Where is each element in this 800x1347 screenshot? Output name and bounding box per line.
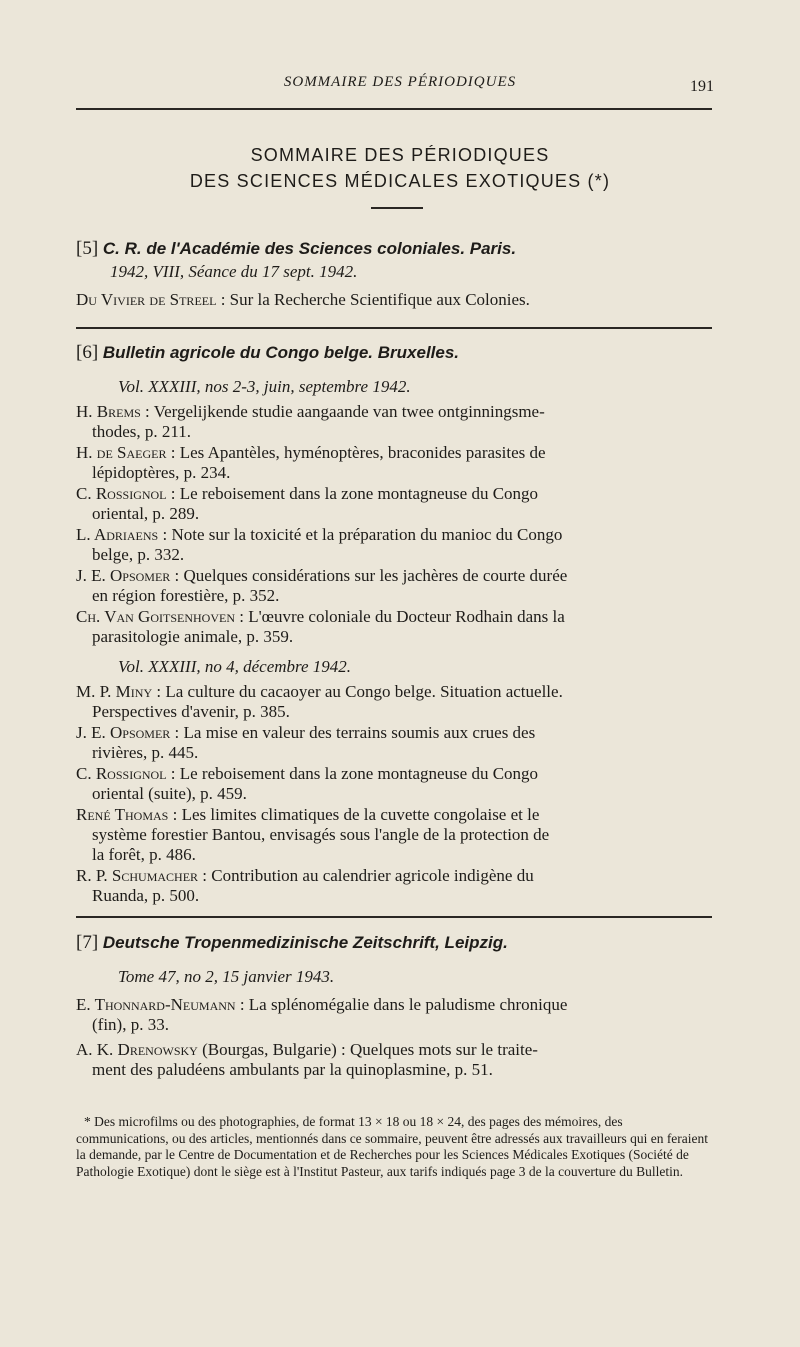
article-title-continued: système forestier Bantou, envisagés sous l'angle de la protection de: [92, 825, 550, 844]
article-title-continued: rivières, p. 445.: [92, 743, 199, 762]
article-title: : Vergelijkende studie aangaande van twee ontginningsme-: [140, 402, 545, 421]
article-title: : L'œuvre coloniale du Docteur Rodhain dans la: [235, 607, 565, 626]
article-author: René Thomas: [76, 805, 169, 824]
footnote: * Des microfilms ou des photographies, de format 13 × 18 ou 18 × 24, des pages des mémoires, des communications, ou des articles, mentionnés dans ce sommaire, peuvent être adressés aux travailleurs qui en feraient la demande, par le Centre de Documentation et de Recherches pour les Sciences Médicales Exotiques (Société de Pathologie Exotique) dont le siège est à l'Institut Pasteur, aux tarifs indiqués page 3 de la couverture du Bulletin.: [76, 1114, 709, 1179]
journal-heading-7: [76, 932, 508, 954]
article-entry: [76, 607, 712, 647]
article-entry: [76, 525, 712, 565]
section-divider: [76, 327, 712, 329]
article-author: L. Adriaens: [76, 525, 159, 544]
article-author: H. de Saeger: [76, 443, 167, 462]
volume-line: Vol. XXXIII, no 4, décembre 1942.: [118, 657, 352, 676]
article-title-continued: la forêt, p. 486.: [92, 845, 196, 864]
volume-line: 1942, VIII, Séance du 17 sept. 1942.: [110, 262, 358, 281]
article-entry: [76, 484, 712, 524]
article-entry: [76, 1040, 712, 1080]
article-title: : Le reboisement dans la zone montagneuse du Congo: [166, 764, 539, 783]
section-number: [5]: [76, 238, 99, 259]
article-author: E. Thonnard-Neumann: [76, 995, 236, 1014]
volume-line: Vol. XXXIII, nos 2-3, juin, septembre 1942.: [118, 377, 411, 396]
article-title-continued: en région forestière, p. 352.: [92, 586, 280, 605]
article-title: : Quelques considérations sur les jachères de courte durée: [170, 566, 568, 585]
article-title: : Contribution au calendrier agricole indigène du: [198, 866, 534, 885]
article-entry: [76, 805, 712, 865]
article-entry: [76, 995, 712, 1035]
article-entry: [76, 566, 712, 606]
article-title: : La culture du cacaoyer au Congo belge. Situation actuelle.: [152, 682, 563, 701]
article-author: R. P. Schumacher: [76, 866, 199, 885]
article-author: Du Vivier de Streel: [76, 290, 217, 309]
article-entry: [76, 682, 712, 722]
article-title-continued: (fin), p. 33.: [92, 1015, 169, 1034]
article-entry: [76, 723, 712, 763]
article-title-continued: Perspectives d'avenir, p. 385.: [92, 702, 290, 721]
article-title-continued: oriental, p. 289.: [92, 504, 200, 523]
article-author: H. Brems: [76, 402, 141, 421]
journal-heading-6: [76, 342, 459, 364]
article-entry: [76, 290, 712, 310]
volume-line: Tome 47, no 2, 15 janvier 1943.: [118, 967, 335, 986]
journal-heading-5: [76, 238, 516, 260]
article-entry: [76, 866, 712, 906]
article-title-continued: Ruanda, p. 500.: [92, 886, 200, 905]
article-title-continued: thodes, p. 211.: [92, 422, 192, 441]
page-title: SOMMAIRE DES PÉRIODIQUES: [250, 145, 550, 165]
article-entry: [76, 443, 712, 483]
article-author: J. E. Opsomer: [76, 723, 171, 742]
article-entry: [76, 402, 712, 442]
article-title-continued: lépidoptères, p. 234.: [92, 463, 231, 482]
journal-name: Bulletin agricole du Congo belge. Bruxelles.: [102, 343, 460, 362]
article-author: C. Rossignol: [76, 764, 167, 783]
article-title: (Bourgas, Bulgarie) : Quelques mots sur le traite-: [197, 1040, 538, 1059]
article-author: A. K. Drenowsky: [76, 1040, 198, 1059]
article-title: : Note sur la toxicité et la préparation du manioc du Congo: [158, 525, 563, 544]
running-head: SOMMAIRE DES PÉRIODIQUES: [283, 74, 517, 90]
page-subtitle: DES SCIENCES MÉDICALES EXOTIQUES (*): [189, 171, 611, 191]
article-title: : Le reboisement dans la zone montagneuse du Congo: [166, 484, 539, 503]
section-number: [6]: [76, 342, 99, 363]
article-title-continued: ment des paludéens ambulants par la quinoplasmine, p. 51.: [92, 1060, 493, 1079]
article-title-continued: parasitologie animale, p. 359.: [92, 627, 294, 646]
header-rule: [76, 108, 712, 110]
article-author: Ch. Van Goitsenhoven: [76, 607, 235, 626]
article-title: : La splénomégalie dans le paludisme chronique: [235, 995, 568, 1014]
article-author: C. Rossignol: [76, 484, 167, 503]
page-number: 191: [690, 78, 714, 95]
section-divider: [76, 916, 712, 918]
journal-name: C. R. de l'Académie des Sciences coloniales. Paris.: [102, 239, 517, 258]
article-title: : Sur la Recherche Scientifique aux Colonies.: [216, 290, 530, 309]
article-entry: [76, 764, 712, 804]
journal-name: Deutsche Tropenmedizinische Zeitschrift, Leipzig.: [102, 933, 508, 952]
article-title-continued: belge, p. 332.: [92, 545, 185, 564]
article-title: : Les limites climatiques de la cuvette congolaise et le: [168, 805, 540, 824]
article-title: : Les Apantèles, hyménoptères, braconides parasites de: [166, 443, 546, 462]
article-title-continued: oriental (suite), p. 459.: [92, 784, 247, 803]
section-number: [7]: [76, 932, 99, 953]
title-divider: [371, 207, 423, 209]
article-author: M. P. Miny: [76, 682, 153, 701]
article-title: : La mise en valeur des terrains soumis aux crues des: [170, 723, 536, 742]
article-author: J. E. Opsomer: [76, 566, 171, 585]
